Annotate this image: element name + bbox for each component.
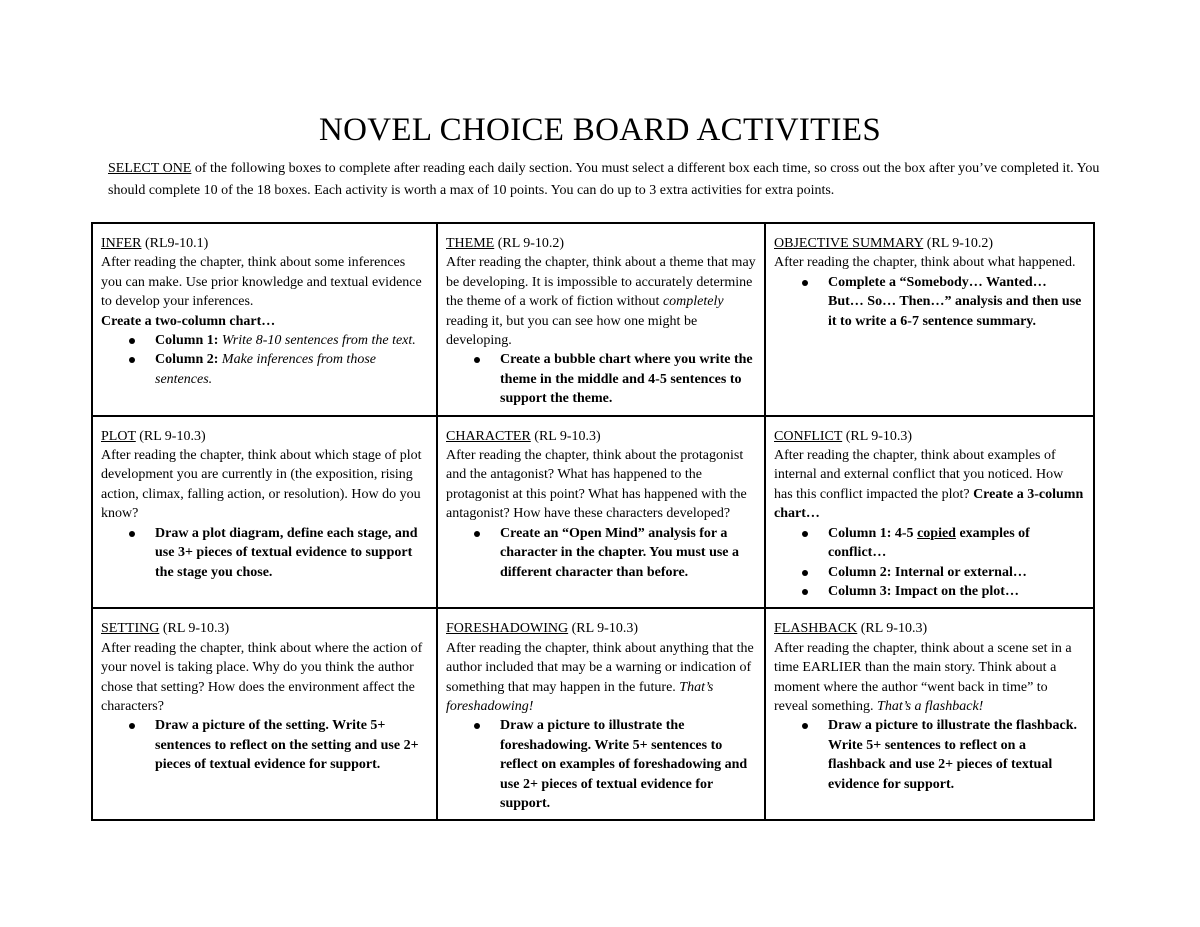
cell-objective-summary: [765, 223, 1094, 416]
list-item: Draw a picture of the setting. Write 5+ sentences to reflect on the setting and use 2+ pieces of textual evidence for support.: [155, 716, 428, 774]
cell-standard: (RL 9-10.3): [568, 621, 638, 637]
cell-standard: (RL 9-10.3): [842, 428, 913, 444]
list-item: Complete a “Somebody… Wanted… But… So… Then…” analysis and then use it to write a 6-7 sentence summary.: [828, 273, 1085, 331]
list-item: Draw a plot diagram, define each stage, and use 3+ pieces of textual evidence to support the stage you chose.: [155, 524, 428, 582]
list-item: Column 2: Internal or external…: [828, 563, 1085, 582]
cell-standard: (RL 9-10.2): [923, 236, 994, 251]
page-title: NOVEL CHOICE BOARD ACTIVITIES: [318, 112, 882, 148]
cell-title: SETTING: [101, 621, 160, 637]
cell-standard: (RL 9-10.2): [494, 236, 565, 251]
cell-title: FORESHADOWING: [446, 621, 569, 637]
cell-title: INFER: [101, 236, 142, 251]
list-item: Column 2: Make inferences from those sentences.: [155, 350, 428, 389]
cell-heading: [446, 619, 756, 638]
cell-description: After reading the chapter, think about some inferences you can make. Use prior knowledge and textual evidence to develop your inferences.: [101, 255, 422, 310]
cell-heading: [774, 427, 1085, 446]
list-item: Column 1: 4-5 copied examples of conflict…: [828, 524, 1085, 563]
list-item: Column 1: Write 8-10 sentences from the text.: [155, 331, 428, 350]
task-list: [101, 524, 428, 582]
cell-heading: [446, 234, 756, 253]
cell-heading: [101, 619, 428, 638]
cell-description: After reading the chapter, think about the protagonist and the antagonist? What has happened to the protagonist at this point? What has happened with the antagonist? How have these characters developed?: [446, 448, 747, 522]
list-item: Create an “Open Mind” analysis for a character in the chapter. You must use a different character than before.: [500, 524, 756, 582]
task-list: [446, 350, 756, 408]
cell-flashback: [765, 608, 1094, 820]
cell-description: After reading the chapter, think about a scene set in a time EARLIER than the main story. Think about a moment where the author “went back in time” to reveal something. That’s a flashback!: [774, 640, 1072, 714]
cell-conflict: [765, 416, 1094, 609]
task-list: [101, 716, 428, 774]
list-item: Create a bubble chart where you write the theme in the middle and 4-5 sentences to support the theme.: [500, 350, 756, 408]
task-list: [774, 273, 1085, 331]
cell-heading: [446, 427, 756, 446]
instructions: [108, 158, 1108, 202]
cell-standard: (RL 9-10.3): [159, 621, 230, 637]
cell-title: PLOT: [101, 428, 136, 444]
cell-description: After reading the chapter, think about a theme that may be developing. It is impossible to accurately determine the theme of a work of fiction without completely reading it, but you can see how one might be developing.: [446, 255, 756, 349]
task-list: [101, 331, 428, 389]
cell-description: After reading the chapter, think about where the action of your novel is taking place. Why do you think the author chose that setting? How does the environment affect the characters?: [101, 640, 423, 714]
cell-task-lead: Create a two-column chart…: [101, 313, 276, 329]
cell-foreshadowing: [437, 608, 765, 820]
cell-plot: [92, 416, 437, 609]
cell-heading: [101, 234, 428, 253]
cell-heading: [774, 234, 1085, 253]
cell-title: CHARACTER: [446, 428, 531, 444]
cell-infer: [92, 223, 437, 416]
choice-board: [91, 222, 1095, 821]
task-list: [774, 524, 1085, 602]
cell-description: After reading the chapter, think about what happened.: [774, 255, 1076, 271]
task-list: [774, 716, 1085, 794]
cell-title: CONFLICT: [774, 428, 843, 444]
cell-standard: (RL9-10.1): [141, 236, 209, 251]
cell-title: THEME: [446, 236, 495, 251]
cell-heading: [101, 427, 428, 446]
instructions-text: of the following boxes to complete after reading each daily section. You must select a different box each time, so cross out the box after you’ve completed it. You should complete 10 of the 18 boxes. Each activity is worth a max of 10 points. You can do up to 3 extra activities for extra points.: [108, 161, 1100, 198]
cell-title: OBJECTIVE SUMMARY: [774, 236, 924, 251]
cell-theme: [437, 223, 765, 416]
cell-heading: [774, 619, 1085, 638]
cell-description: After reading the chapter, think about anything that the author included that may be a warning or indication of something that may happen in the future. That’s foreshadowing!: [446, 640, 754, 714]
cell-standard: (RL 9-10.3): [135, 428, 206, 444]
cell-title: FLASHBACK: [774, 621, 858, 637]
instructions-lead: SELECT ONE: [108, 161, 192, 176]
list-item: Column 3: Impact on the plot…: [828, 582, 1085, 601]
cell-standard: (RL 9-10.3): [530, 428, 601, 444]
task-list: [446, 716, 756, 813]
task-list: [446, 524, 756, 582]
list-item: Draw a picture to illustrate the foreshadowing. Write 5+ sentences to reflect on examples of foreshadowing and use 2+ pieces of textual evidence for support.: [500, 716, 756, 813]
cell-description: After reading the chapter, think about which stage of plot development you are currently in (the exposition, rising action, climax, falling action, or resolution). How do you know?: [101, 448, 422, 522]
cell-description: After reading the chapter, think about examples of internal and external conflict that you noticed. How has this conflict impacted the plot? Create a 3-column chart…: [774, 448, 1084, 522]
cell-character: [437, 416, 765, 609]
cell-standard: (RL 9-10.3): [857, 621, 928, 637]
list-item: Draw a picture to illustrate the flashback. Write 5+ sentences to reflect on a flashback and use 2+ pieces of textual evidence for support.: [828, 716, 1085, 794]
cell-setting: [92, 608, 437, 820]
